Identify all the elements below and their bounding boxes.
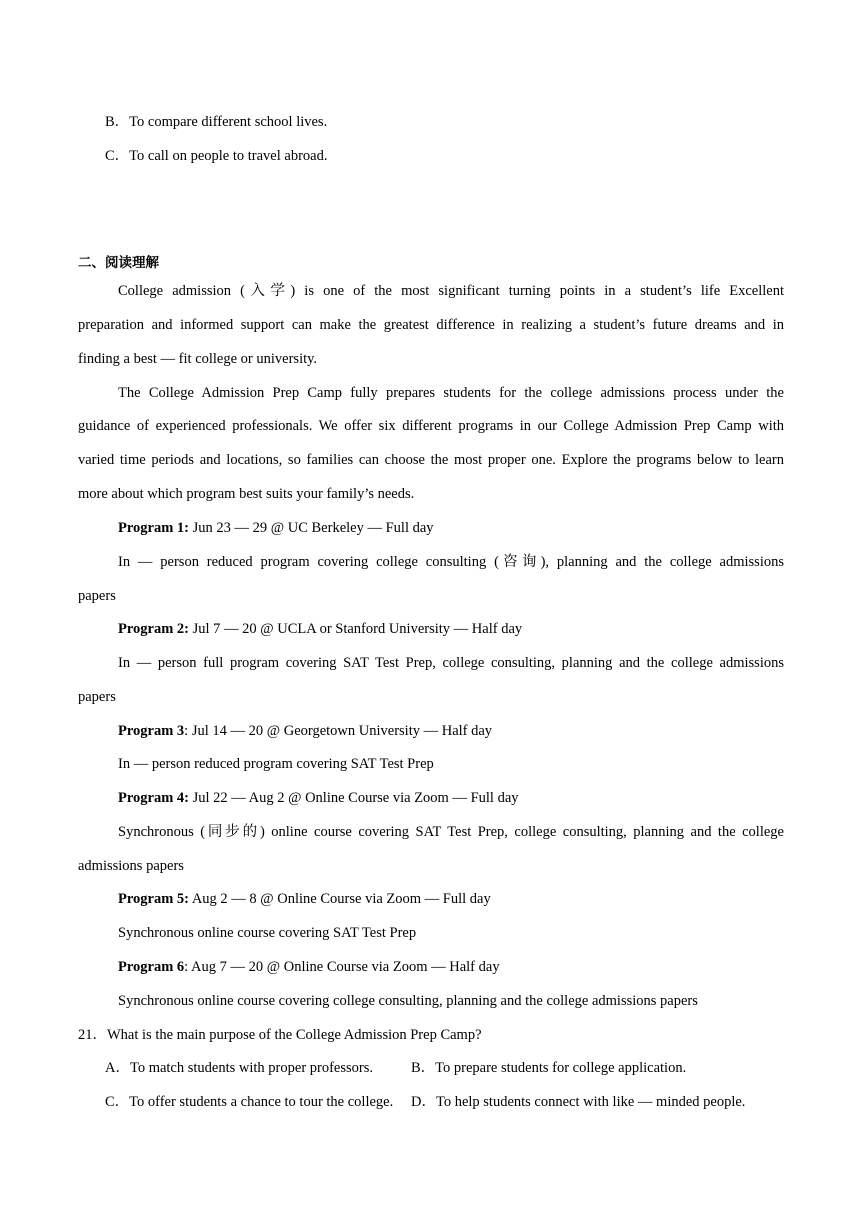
program-3-label: Program 3 (118, 723, 185, 739)
program-4-heading (118, 788, 784, 808)
passage-p2-line1: The College Admission Prep Camp fully prepares students for the college admissions process under the (118, 385, 784, 401)
program-5-heading (118, 889, 784, 909)
prev-option-b: B．To compare different school lives. (105, 114, 328, 130)
program-2-details: Jul 7 — 20 @ UCLA or Stanford University — Half day (189, 621, 523, 637)
program-4-desc-line1: Synchronous (同步的) online course covering SAT Test Prep, college consulting, planning and the college (118, 824, 784, 840)
passage-p2-line3: varied time periods and locations, so families can choose the most proper one. Explore the programs below to learn (78, 452, 784, 468)
program-4-desc-line2: admissions papers (78, 858, 184, 874)
program-1-details: Jun 23 — 29 @ UC Berkeley — Full day (189, 520, 434, 536)
prev-option-c: C．To call on people to travel abroad. (105, 148, 328, 164)
program-3-details: : Jul 14 — 20 @ Georgetown University — Half day (184, 723, 493, 739)
passage-p1-line1: College admission (入学) is one of the most significant turning points in a student’s life Excellent (118, 283, 784, 299)
program-2-desc-line1: In — person full program covering SAT Test Prep, college consulting, planning and the college admissions (118, 655, 784, 671)
program-1-label: Program 1: (118, 520, 189, 536)
question-21-option-c: C．To offer students a chance to tour the college. (105, 1094, 394, 1110)
program-5-label: Program 5: (118, 891, 189, 907)
program-1-desc-line1: In — person reduced program covering college consulting (咨询), planning and the college admissions (118, 554, 784, 570)
program-6-details: : Aug 7 — 20 @ Online Course via Zoom — Half day (184, 959, 500, 975)
passage-p2-line2: guidance of experienced professionals. We offer six different programs in our College Admission Prep Camp with (78, 418, 784, 434)
program-5-details: Aug 2 — 8 @ Online Course via Zoom — Full day (189, 891, 491, 907)
question-21-option-b: B．To prepare students for college application. (411, 1060, 687, 1076)
program-6-heading (118, 957, 784, 977)
program-2-heading (118, 619, 784, 639)
program-3-desc-line1: In — person reduced program covering SAT Test Prep (118, 756, 434, 772)
question-21-option-d: D．To help students connect with like — minded people. (411, 1094, 746, 1110)
program-6-desc-line1: Synchronous online course covering college consulting, planning and the college admissions papers (118, 993, 698, 1009)
section-heading: 二、阅读理解 (78, 255, 159, 271)
program-5-desc-line1: Synchronous online course covering SAT Test Prep (118, 925, 417, 941)
program-4-label: Program 4: (118, 790, 189, 806)
passage-p2-line4: more about which program best suits your family’s needs. (78, 486, 415, 502)
program-1-heading (118, 518, 784, 538)
program-1-desc-line2: papers (78, 588, 116, 604)
program-2-desc-line2: papers (78, 689, 116, 705)
program-3-heading (118, 721, 784, 741)
question-21-option-a: A．To match students with proper professors. (105, 1060, 373, 1076)
program-2-label: Program 2: (118, 621, 189, 637)
passage-p1-line3: finding a best — fit college or university. (78, 351, 318, 367)
passage-p1-line2: preparation and informed support can make the greatest difference in realizing a student’s future dreams and in (78, 317, 784, 333)
program-6-label: Program 6 (118, 959, 185, 975)
program-4-details: Jul 22 — Aug 2 @ Online Course via Zoom — Full day (189, 790, 519, 806)
question-21-stem: 21．What is the main purpose of the College Admission Prep Camp? (78, 1027, 482, 1043)
